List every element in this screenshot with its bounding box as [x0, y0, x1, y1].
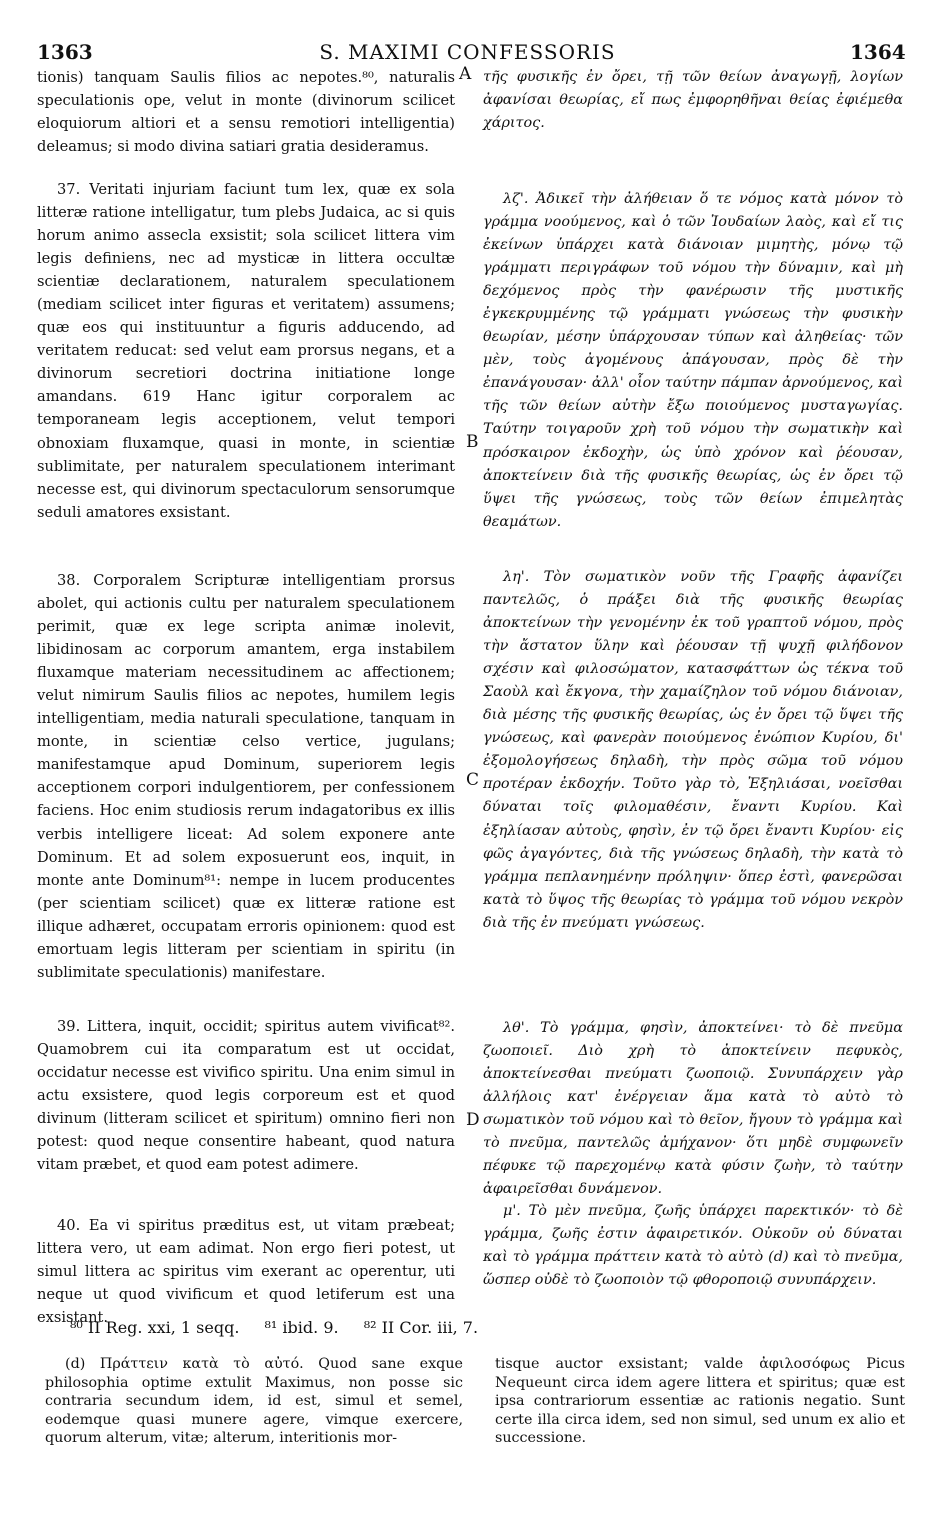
latin-paragraph-40-text: 40. Ea vi spiritus præditus est, ut vitam præbeat; littera vero, ut eam adimat. Non ergo fieri potest, ut simul littera ac spiritus vim exerant ac operentur, uti neque ut quod vivificum et quod letiferum est una exsistant.	[37, 1217, 455, 1327]
latin-paragraph-38-text: 38. Corporalem Scripturæ intelligentiam prorsus abolet, qui actionis cultu per naturalem speculationem perimit, quæ ex lege scripta animæ inolevit, libidinosam ac corporum amantem, erga instabilem fluxamque materiam necessitudinem ac affectionem; velut nimirum Saulis filios ac nepotes, humilem legis intelligentiam, media naturali speculatione, tanquam in monte, in scientiæ celso vertice, jugulans; manifestamque apud Dominum, superiorem legis acceptionem corpori indulgentiorem, per confessionem faciens. Hoc enim studiosis rerum indagatoribus ex illis verbis intelligere liceat: Ad solem exponere ante Dominum. Et ad solem exposuerunt eos, inquit, in monte ante Dominum⁸¹: nempe in lucem producentes (per scientiam scilicet) quæ ex litteræ ratione est illique adhæret, occupatam erroris opinionem: quod est emortuam legis litteram per scientiam in spiritu (in sublimitate speculationis) manifestare.	[37, 572, 455, 981]
right-page-number: 1364	[850, 40, 906, 64]
greek-paragraph-40	[483, 1200, 903, 1292]
left-page-number: 1363	[37, 40, 93, 64]
greek-paragraph-38-text: λη'. Τὸν σωματικὸν νοῦν τῆς Γραφῆς ἀφανίζει παντελῶς, ὁ πράξει διὰ τῆς φυσικῆς θεωρίας ἀποκτείνων τὴν γενομένην ἐκ τοῦ γραπτοῦ νόμου, πρὸς τὴν ἄστατον ὕλην καὶ ῥέουσαν τῇ ψυχῇ φιλήδονον σχέσιν καὶ φιλοσώματον, κατασφάττων ὡς τέκνα τοῦ Σαοὺλ καὶ ἔκγονα, τὴν χαμαίζηλον τοῦ νόμου διάνοιαν, διὰ μέσης τῆς φυσικῆς θεωρίας, ὡς ἐν ὄρει τῷ ὕψει τῆς γνώσεως, καὶ φανερὰν ποιούμενος ἐνώπιον Κυρίου, δι' ἐξομολογήσεως δηλαδὴ, τὴν πρὸς σῶμα τοῦ νόμου προτέραν ἐκδοχήν. Τοῦτο γὰρ τὸ, Ἐξηλιάσαι, νοεῖσθαι δύναται τοῖς φιλομαθέσιν, ἔναντι Κυρίου. Καὶ ἐξηλίασαν αὐτοὺς, φησὶν, ἐν τῷ ὄρει ἔναντι Κυρίου· εἰς φῶς ἀγαγόντες, διὰ τῆς γνώσεως δηλαδὴ, τὴν κατὰ τὸ γράμμα πεπλανημένην πρόληψιν· ὅπερ ἐστὶ, φανερῶσαι κατὰ τὸ ὕψος τῆς θεωρίας τὸ γράμμα τοῦ νόμου νεκρὸν διὰ τῆς ἐν πνεύματι γνώσεως.	[483, 569, 903, 931]
latin-paragraph-39-text: 39. Littera, inquit, occidit; spiritus autem vivificat⁸². Quamobrem cui ita comparatum est ut occidat, occidatur necesse est vivifico spiritu. Una enim simul in actu exsistere, quod legis corporeum est et quod divinum (litteram scilicet et spiritum) omnino fieri non potest: quod neque consentire habeant, quod natura vitam præbet, et quod eam potest adimere.	[37, 1018, 455, 1174]
latin-intro	[37, 66, 455, 158]
greek-paragraph-38	[483, 566, 903, 935]
greek-intro	[483, 66, 903, 135]
footnote-ref-82: ⁸² II Cor. iii, 7.	[363, 1318, 479, 1337]
latin-intro-text: tionis) tanquam Saulis filios ac nepotes.⁸⁰, naturalis speculationis ope, velut in monte (divinorum scilicet eloquiorum altiori et a sensu remotiori intelligentia) deleamus; si modo divina satiari gratia desideramus.	[37, 69, 455, 156]
margin-marker-d: D	[466, 1110, 480, 1130]
latin-paragraph-38	[37, 569, 455, 984]
latin-paragraph-39	[37, 1015, 455, 1176]
greek-paragraph-37	[483, 188, 903, 534]
greek-intro-text: τῆς φυσικῆς ἐν ὄρει, τῇ τῶν θείων ἀναγωγῇ, λογίων ἀφανίσαι θεωρίας, εἴ πως ἐμφορηθῆναι θείας ἐφιέμεθα χάριτος.	[483, 69, 903, 132]
margin-marker-a: A	[459, 64, 472, 84]
latin-paragraph-37-text: 37. Veritati injuriam faciunt tum lex, quæ ex sola litteræ ratione intelligatur, tum plebs Judaica, ac si quis horum animo assecla exsistit; sola scilicet littera vim legis definiens, nec ad mysticæ in littera occultæ scientiæ declarationem, naturalem speculationem (mediam scilicet inter figuras et veritatem) assumens; quæ eos qui instituuntur a figuris adducendo, ad veritatem reducat: sed velut eam prorsus negans, et a divinorum secretiori doctrina initiatione longe amandans. 619 Hanc igitur corporalem ac temporaneam legis acceptionem, velut tempori obnoxiam fluxamque, quasi in monte, in scientiæ sublimitate, per naturalem speculationem interimant necesse est, qui divinorum spectaculorum sensorumque seduli amatores exsistant.	[37, 181, 455, 521]
margin-marker-b: B	[466, 432, 479, 452]
editorial-note-right-text: tisque auctor exsistant; valde ἀφιλοσόφως Picus Nequeunt circa idem agere littera et spiritus; quæ est ipsa contrariorum essentiæ ac rationis negatio. Sunt certe illa circa idem, sed non simul, sed unum ex alio et successione.	[495, 1356, 905, 1447]
latin-paragraph-40	[37, 1214, 455, 1329]
page-header	[0, 40, 935, 66]
latin-paragraph-37	[37, 178, 455, 524]
greek-paragraph-37-text: λζ'. Ἀδικεῖ τὴν ἀλήθειαν ὅ τε νόμος κατὰ μόνον τὸ γράμμα νοούμενος, καὶ ὁ τῶν Ἰουδαίων λαὸς, καὶ εἴ τις ἐκείνων ὑπάρχει κατὰ διάνοιαν μιμητὴς, μόνῳ τῷ γράμματι περιγράφων τοῦ νόμου τὴν δύναμιν, καὶ μὴ δεχόμενος πρὸς τὴν φανέρωσιν τῆς μυστικῆς ἐγκεκρυμμένης τῷ γράμματι γνώσεως τὴν φυσικὴν θεωρίαν, μέσην ὑπάρχουσαν τύπων καὶ ἀληθείας· τῶν μὲν, τοὺς ἀγομένους ἀπάγουσαν, πρὸς δὲ τὴν ἐπανάγουσαν· ἀλλ' οἷον ταύτην πάμπαν ἀρνούμενος, καὶ τῆς τῶν θείων αὐτὴν ἔξω ποιούμενος μυσταγωγίας. Ταύτην τοιγαροῦν χρὴ τοῦ νόμου τὴν σωματικὴν καὶ πρόσκαιρον ἐκδοχὴν, ὡς ὑπὸ χρόνον καὶ ῥέουσαν, ἀποκτείνειν διὰ τῆς φυσικῆς θεωρίας, ὡς ἐν ὄρει τῷ ὕψει τῆς γνώσεως, τοὺς τῶν θείων ἐπιμελητὰς θεαμάτων.	[483, 191, 903, 530]
footnote-references	[70, 1318, 498, 1337]
greek-paragraph-39	[483, 1017, 903, 1201]
editorial-note-right	[495, 1355, 905, 1448]
footnote-ref-81: ⁸¹ ibid. 9.	[264, 1318, 339, 1337]
margin-marker-c: C	[466, 770, 480, 790]
footnote-ref-80: ⁸⁰ II Reg. xxi, 1 seqq.	[70, 1318, 240, 1337]
page-title: S. MAXIMI CONFESSORIS	[319, 40, 616, 64]
editorial-note-left	[45, 1355, 463, 1448]
editorial-note-left-text: (d) Πράττειν κατὰ τὸ αὐτό. Quod sane exque philosophia optime extulit Maximus, non posse sic contraria secundum idem, id est, simul et semel, eodemque quasi munere agere, vimque exercere, quorum alterum, vitæ; alterum, interitionis mor-	[45, 1356, 463, 1447]
greek-paragraph-40-text: μ'. Τὸ μὲν πνεῦμα, ζωῆς ὑπάρχει παρεκτικόν· τὸ δὲ γράμμα, ζωῆς ἐστιν ἀφαιρετικόν. Οὐκοῦν οὐ δύναται καὶ τὸ γράμμα πράττειν κατὰ τὸ αὐτὸ (d) καὶ τὸ πνεῦμα, ὥσπερ οὐδὲ τὸ ζωοποιὸν τῷ φθοροποιῷ συνυπάρχειν.	[483, 1203, 903, 1289]
greek-paragraph-39-text: λθ'. Τὸ γράμμα, φησὶν, ἀποκτείνει· τὸ δὲ πνεῦμα ζωοποιεῖ. Διὸ χρὴ τὸ ἀποκτείνειν πεφυκὸς, ἀποκτείνεσθαι πνεύματι ζωοποιῷ. Συνυπάρχειν γὰρ ἀλλήλοις κατ' ἐνέργειαν ἅμα κατὰ τὸ αὐτὸ τὸ σωματικὸν τοῦ νόμου καὶ τὸ θεῖον, ἤγουν τὸ γράμμα καὶ τὸ πνεῦμα, παντελῶς ἀμήχανον· ὅτι μηδὲ συμφωνεῖν πέφυκε τῷ παρεχομένῳ κατὰ φύσιν ζωὴν, τὸ ταύτην ἀφαιρεῖσθαι δυνάμενον.	[483, 1020, 903, 1198]
